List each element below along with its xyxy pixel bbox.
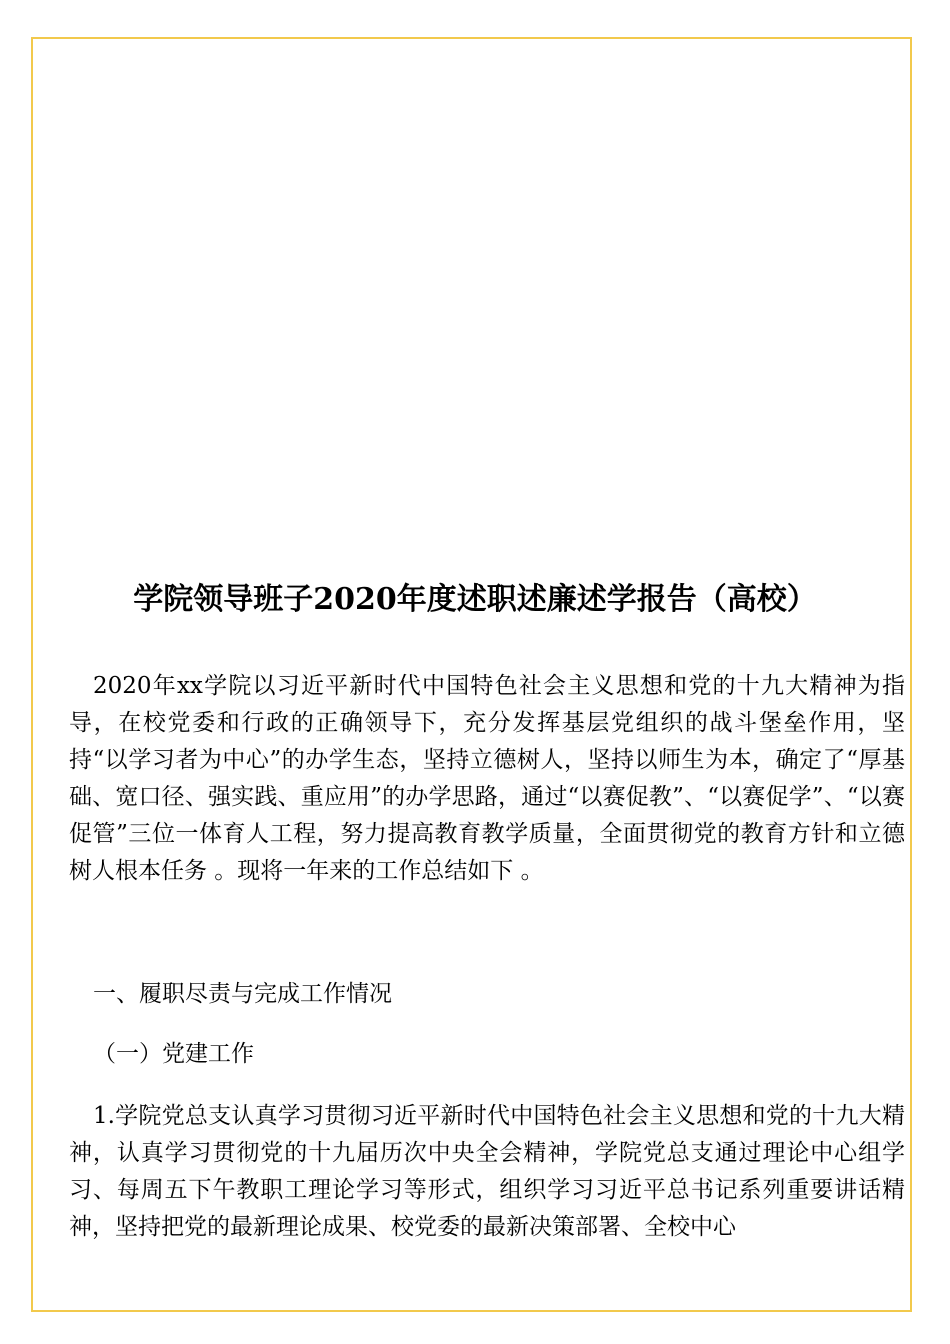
subsection-heading: （一）党建工作 xyxy=(93,1041,254,1067)
document-title: 学院领导班子2020年度述职述廉述学报告（高校） xyxy=(133,582,817,617)
intro-paragraph: 2020年xx学院以习近平新时代中国特色社会主义思想和党的十九大精神为指导，在校党委和行政的正确领导下，充分发挥基层党组织的战斗堡垒作用，坚持“以学习者为中心”的办学生态，坚持立德树人，坚持以师生为本，确定了“厚基础、宽口径、强实践、重应用”的办学思路，通过“以赛促教”、“以赛促学”、“以赛促管”三位一体育人工程，努力提高教育教学质量，全面贯彻党的教育方针和立德树人根本任务 。现将一年来的工作总结如下 。 xyxy=(69,673,905,884)
section-heading: 一、履职尽责与完成工作情况 xyxy=(93,981,392,1007)
body-paragraph: 1.学院党总支认真学习贯彻习近平新时代中国特色社会主义思想和党的十九大精神，认真学习贯彻党的十九届历次中央全会精神，学院党总支通过理论中心组学习、每周五下午教职工理论学习等形式，组织学习习近平总书记系列重要讲话精神，坚持把党的最新理论成果、校党委的最新决策部署、全校中心 xyxy=(69,1103,905,1240)
